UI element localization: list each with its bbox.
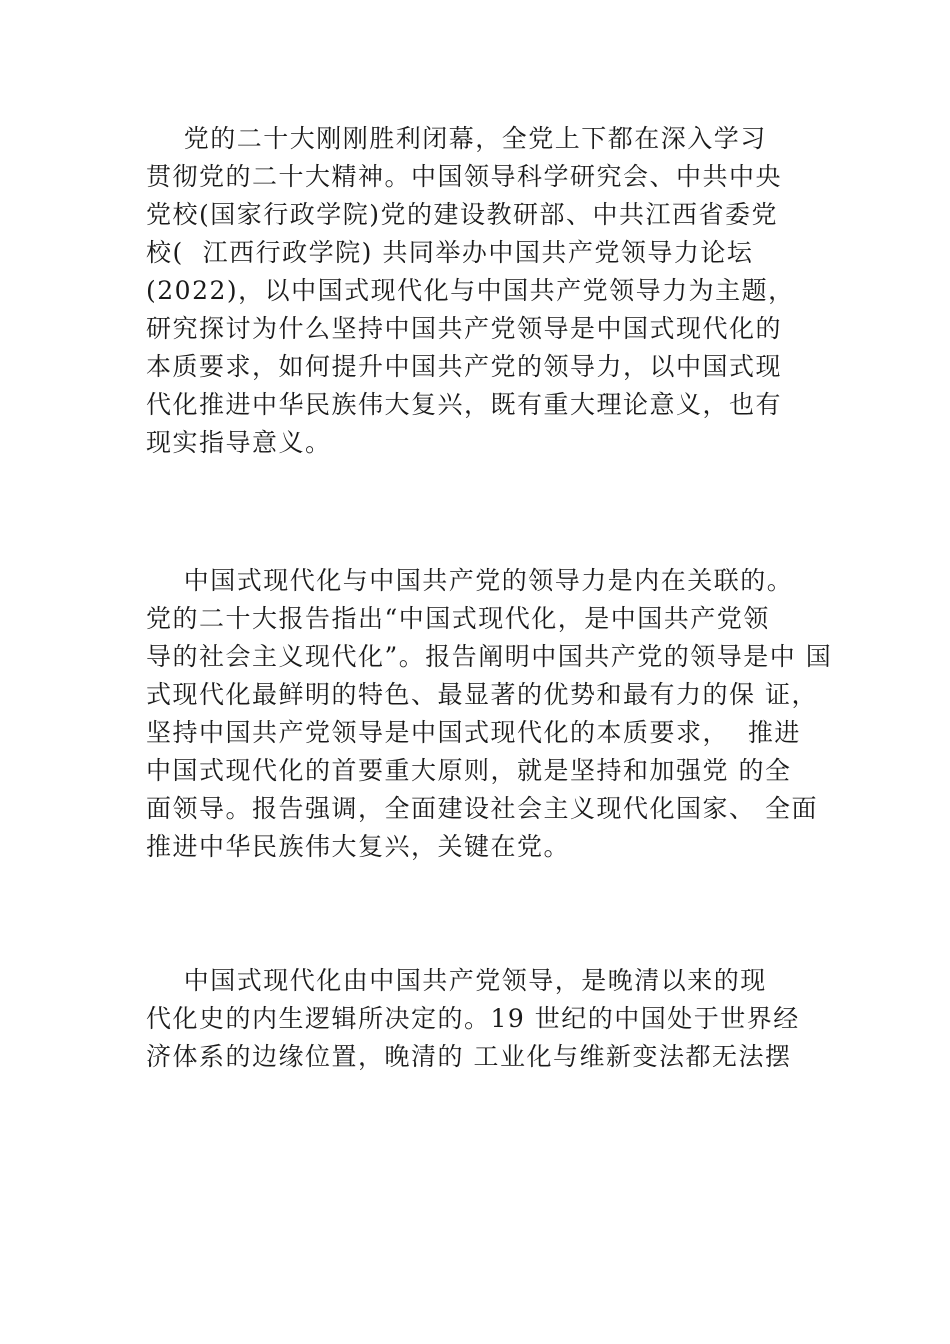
- text-line: 党校(国家行政学院)党的建设教研部、中共江西省委党: [146, 200, 779, 229]
- text-line: 济体系的边缘位置，晚清的 工业化与维新变法都无法摆: [146, 1042, 792, 1071]
- text-line: 中国式现代化由中国共产党领导，是晚清以来的现: [146, 966, 767, 995]
- text-line: 贯彻党的二十大精神。中国领导科学研究会、中共中央: [146, 162, 783, 191]
- text-line: 校( 江西行政学院) 共同举办中国共产党领导力论坛: [146, 238, 754, 267]
- paragraph-1: [146, 120, 846, 462]
- text-line: 式现代化最鲜明的特色、最显著的优势和最有力的保 证，: [146, 680, 818, 709]
- text-line: 研究探讨为什么坚持中国共产党领导是中国式现代化的: [146, 314, 783, 343]
- text-line: 党的二十大报告指出“中国式现代化，是中国共产党领: [146, 604, 770, 633]
- text-line: 中国式现代化与中国共产党的领导力是内在关联的。: [146, 566, 794, 595]
- text-line: 导的社会主义现代化”。报告阐明中国共产党的领导是中 国: [146, 642, 833, 671]
- text-line: 党的二十大刚刚胜利闭幕，全党上下都在深入学习: [146, 124, 767, 153]
- text-line: 代化推进中华民族伟大复兴，既有重大理论意义，也有: [146, 390, 783, 419]
- paragraph-2: [146, 562, 846, 866]
- text-line: (2022)，以中国式现代化与中国共产党领导力为主题，: [146, 276, 795, 305]
- text-line: 现实指导意义。: [146, 428, 332, 457]
- text-line: 本质要求，如何提升中国共产党的领导力，以中国式现: [146, 352, 783, 381]
- text-line: 面领导。报告强调，全面建设社会主义现代化国家、 全面: [146, 794, 818, 823]
- paragraph-3: [146, 962, 846, 1076]
- text-line: 代化史的内生逻辑所决定的。19 世纪的中国处于世界经: [146, 1004, 800, 1033]
- text-line: 中国式现代化的首要重大原则，就是坚持和加强党 的全: [146, 756, 792, 785]
- text-line: 推进中华民族伟大复兴，关键在党。: [146, 832, 571, 861]
- text-line: 坚持中国共产党领导是中国式现代化的本质要求， 推进: [146, 718, 801, 747]
